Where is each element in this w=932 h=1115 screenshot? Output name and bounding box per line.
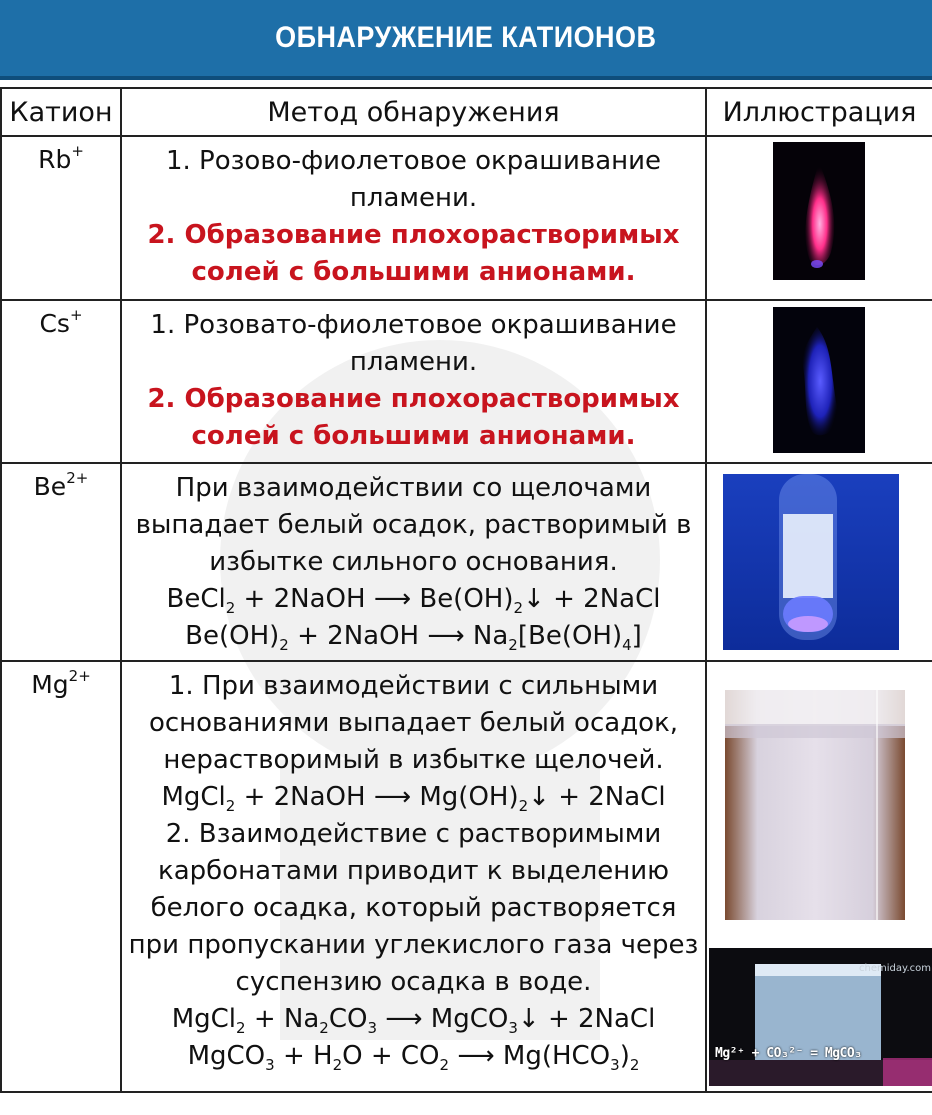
method-cell: [121, 136, 706, 300]
cation-symbol: Cs: [39, 309, 70, 338]
mg-carbonate-photo: [709, 948, 932, 1086]
pink-flame-icon: [773, 142, 865, 280]
equation: MgCl$_2$ + 2NaOH ⟶ $Mg(OH)_2↓$ + 2NaCl: [161, 782, 666, 815]
cation-charge: +: [69, 306, 83, 324]
method-line: выпадает белый осадок, растворимый в: [135, 510, 692, 540]
cation-charge: +: [71, 142, 84, 160]
equation: MgCO$_3$ + $H_2O + CO_2$ ⟶ $Mg(HCO_3)_2$: [187, 1041, 640, 1074]
method-line: пламени.: [349, 183, 478, 213]
illustration-cell: [706, 136, 932, 300]
column-header-illustration: Иллюстрация: [706, 88, 932, 136]
method-line: основаниями выпадает белый осадок,: [148, 708, 679, 738]
illustration-cell: [706, 661, 932, 1092]
method-cell: [121, 661, 706, 1092]
cation-cell: [1, 136, 121, 300]
method-line: 1. Розово-фиолетовое окрашивание: [165, 146, 662, 176]
illustration-cell: [706, 463, 932, 661]
test-tube-icon: [723, 474, 899, 650]
photo-caption: Mg²⁺ + CO₃²⁻ = MgCO₃: [715, 1046, 862, 1061]
cations-table: [0, 87, 932, 1093]
method-line: белого осадка, который растворяется: [150, 893, 677, 923]
method-line: суспензию осадка в воде.: [235, 967, 592, 997]
title-banner: [0, 0, 932, 80]
equation: BeCl$_2$ + 2NaOH ⟶ $Be(OH)_2↓$ + 2NaCl: [166, 584, 661, 617]
rb-flame-photo: [773, 142, 865, 280]
be-test-tube-photo: [723, 474, 899, 650]
method-line: карбонатами приводит к выделению: [158, 856, 669, 886]
method-cell: [121, 300, 706, 463]
column-header-cation: Катион: [1, 88, 121, 136]
cation-symbol: Rb: [38, 145, 72, 174]
equation: MgCl$_2$ + $Na_2CO_3$ ⟶ MgCO$_3$↓ + 2NaCl: [171, 1004, 656, 1037]
table-header-row: [1, 88, 932, 136]
cation-charge: 2+: [66, 469, 89, 487]
cation-symbol: Be: [33, 472, 67, 501]
cation-symbol: Mg: [31, 670, 69, 699]
method-line: избытке сильного основания.: [209, 547, 618, 577]
table-row: [1, 463, 932, 661]
method-cell: [121, 463, 706, 661]
method-line: при пропускании углекислого газа через: [128, 930, 699, 960]
table-row: [1, 136, 932, 300]
photo-watermark: chemiday.com: [858, 963, 931, 974]
method-line-highlight: 2. Образование плохорастворимых: [147, 384, 680, 414]
page-title: ОБНАРУЖЕНИЕ КАТИОНОВ: [275, 21, 657, 54]
cylinder-precipitate-icon: [725, 690, 905, 920]
blue-flame-icon: [773, 307, 865, 453]
cation-cell: [1, 661, 121, 1092]
method-line: пламени.: [349, 347, 478, 377]
method-line: нерастворимый в избытке щелочей.: [163, 745, 664, 775]
table-row: [1, 661, 932, 1092]
cation-cell: [1, 300, 121, 463]
cation-cell: [1, 463, 121, 661]
mg-hydroxide-photo: [725, 690, 905, 920]
method-line: 1. Розовато-фиолетовое окрашивание: [150, 310, 677, 340]
method-line: При взаимодействии со щелочами: [175, 473, 652, 503]
illustration-cell: [706, 300, 932, 463]
column-header-method: Метод обнаружения: [121, 88, 706, 136]
equation: $Be(OH)_2$ + 2NaOH ⟶ $Na_2[Be(OH)_4]$: [185, 621, 642, 654]
cs-flame-photo: [773, 307, 865, 453]
method-line-highlight: 2. Образование плохорастворимых: [147, 220, 680, 250]
method-line: 2. Взаимодействие с растворимыми: [165, 819, 662, 849]
method-line: 1. При взаимодействии с сильными: [168, 671, 659, 701]
table-row: [1, 300, 932, 463]
cation-charge: 2+: [68, 667, 91, 685]
method-line-highlight: солей с большими анионами.: [191, 421, 636, 451]
method-line-highlight: солей с большими анионами.: [191, 257, 636, 287]
